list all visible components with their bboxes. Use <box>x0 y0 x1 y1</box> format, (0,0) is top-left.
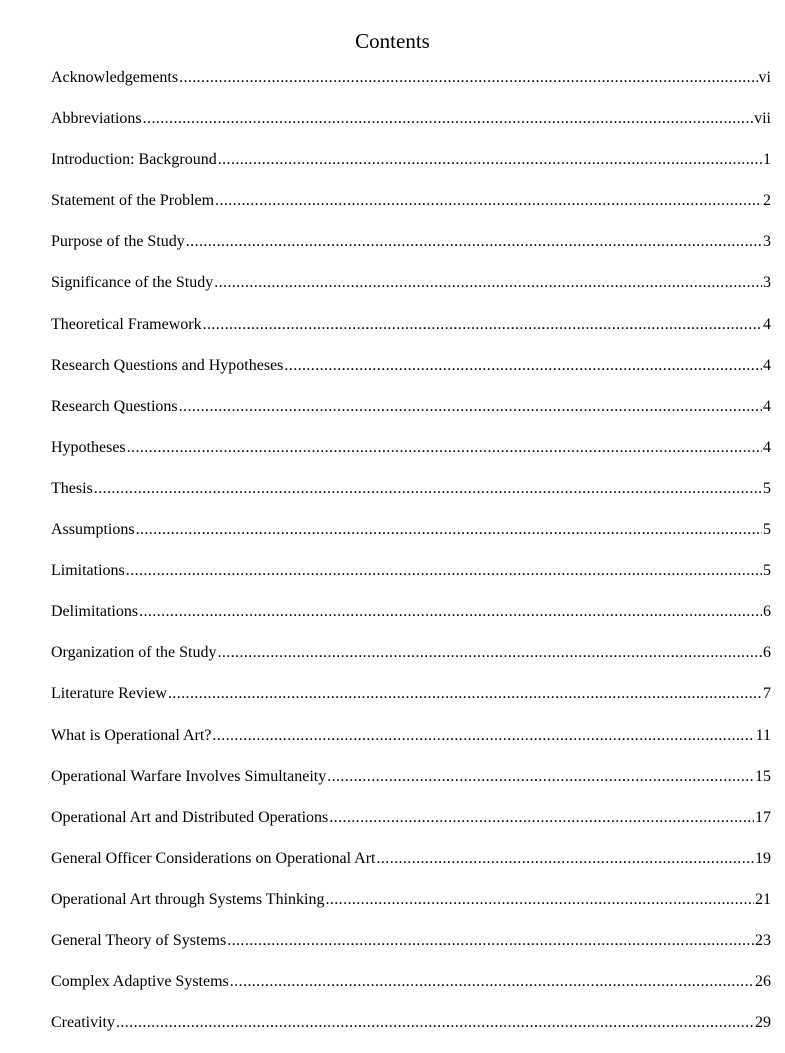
dot-leader <box>230 970 754 994</box>
toc-entry-label: Thesis <box>51 479 93 497</box>
toc-entry-page: 7 <box>763 685 771 703</box>
toc-heading: Contents <box>355 29 430 53</box>
toc-entry-label: Statement of the Problem <box>51 192 215 210</box>
toc-entry-label: Research Questions <box>51 397 178 415</box>
toc-entry[interactable] <box>51 724 771 765</box>
toc-entry[interactable] <box>51 395 771 436</box>
toc-entry-page: 4 <box>763 315 771 333</box>
toc-entry-page: 5 <box>763 479 771 497</box>
toc-entry-page: 29 <box>755 1014 771 1032</box>
table-of-contents <box>51 66 771 1052</box>
toc-entry-label: Hypotheses <box>51 438 126 456</box>
toc-entry-label: Creativity <box>51 1014 115 1032</box>
toc-entry[interactable] <box>51 929 771 970</box>
toc-entry[interactable] <box>51 107 771 148</box>
toc-entry-page: vii <box>754 110 771 128</box>
dot-leader <box>116 1011 754 1035</box>
toc-entry-label: Research Questions and Hypotheses <box>51 356 284 374</box>
toc-entry[interactable] <box>51 559 771 600</box>
toc-entry-page: 21 <box>755 890 771 908</box>
toc-entry-page: 4 <box>763 397 771 415</box>
dot-leader <box>127 436 762 460</box>
toc-entry[interactable] <box>51 806 771 847</box>
toc-entry[interactable] <box>51 189 771 230</box>
toc-entry-page: 2 <box>763 192 771 210</box>
toc-entry-page: vi <box>758 69 771 86</box>
toc-entry-label: Operational Art through Systems Thinking <box>51 890 325 908</box>
toc-entry[interactable] <box>51 436 771 477</box>
toc-entry[interactable] <box>51 970 771 1011</box>
toc-entry-page: 17 <box>755 808 771 826</box>
dot-leader <box>217 641 762 665</box>
dot-leader <box>94 477 762 501</box>
dot-leader <box>186 230 762 254</box>
dot-leader <box>215 189 762 213</box>
toc-entry-label: Organization of the Study <box>51 644 217 662</box>
toc-entry-page: 4 <box>763 356 771 374</box>
toc-entry[interactable] <box>51 148 771 189</box>
dot-leader <box>227 929 754 953</box>
toc-entry-page: 4 <box>763 438 771 456</box>
dot-leader <box>329 806 754 830</box>
dot-leader <box>126 559 762 583</box>
toc-entry-page: 6 <box>763 644 771 662</box>
toc-entry[interactable] <box>51 313 771 354</box>
toc-entry-label: Operational Warfare Involves Simultaneity <box>51 767 327 785</box>
toc-entry-label: Purpose of the Study <box>51 233 185 251</box>
toc-entry-label: Introduction: Background <box>51 151 217 169</box>
dot-leader <box>377 847 755 871</box>
toc-entry-page: 19 <box>755 849 771 867</box>
toc-entry-label: General Theory of Systems <box>51 931 227 949</box>
toc-entry-page: 11 <box>755 726 771 744</box>
dot-leader <box>214 271 762 295</box>
toc-entry-label: General Officer Considerations on Operational Art <box>51 849 376 867</box>
toc-entry-label: Significance of the Study <box>51 274 214 292</box>
toc-entry-page: 5 <box>763 562 771 580</box>
toc-entry-label: Delimitations <box>51 603 139 621</box>
toc-entry[interactable] <box>51 888 771 929</box>
dot-leader <box>284 354 762 378</box>
toc-entry-label: Abbreviations <box>51 110 142 128</box>
toc-entry-page: 5 <box>763 521 771 539</box>
toc-entry[interactable] <box>51 230 771 271</box>
toc-entry-page: 3 <box>763 233 771 251</box>
toc-entry-page: 6 <box>763 603 771 621</box>
toc-entry[interactable] <box>51 477 771 518</box>
toc-entry-label: Theoretical Framework <box>51 315 202 333</box>
toc-entry-label: Complex Adaptive Systems <box>51 973 229 991</box>
dot-leader <box>168 682 762 706</box>
toc-entry[interactable] <box>51 600 771 641</box>
toc-entry-page: 23 <box>755 931 771 949</box>
toc-entry[interactable] <box>51 641 771 682</box>
toc-entry[interactable] <box>51 765 771 806</box>
toc-entry[interactable] <box>51 271 771 312</box>
toc-entry-page: 3 <box>763 274 771 292</box>
toc-entry-label: Acknowledgements <box>51 69 179 86</box>
dot-leader <box>136 518 762 542</box>
toc-entry[interactable] <box>51 354 771 395</box>
dot-leader <box>327 765 754 789</box>
toc-entry[interactable] <box>51 518 771 559</box>
dot-leader <box>203 313 762 337</box>
toc-entry-label: Assumptions <box>51 521 135 539</box>
dot-leader <box>325 888 754 912</box>
toc-entry-page: 15 <box>755 767 771 785</box>
toc-entry-label: Limitations <box>51 562 125 580</box>
dot-leader <box>212 724 754 748</box>
toc-entry-page: 26 <box>755 973 771 991</box>
toc-entry-label: Literature Review <box>51 685 167 703</box>
toc-entry-page: 1 <box>763 151 771 169</box>
toc-entry[interactable] <box>51 66 771 107</box>
toc-entry[interactable] <box>51 1011 771 1052</box>
dot-leader <box>143 107 753 131</box>
toc-entry-label: Operational Art and Distributed Operations <box>51 808 329 826</box>
dot-leader <box>179 66 757 90</box>
dot-leader <box>139 600 762 624</box>
toc-entry[interactable] <box>51 847 771 888</box>
toc-entry-label: What is Operational Art? <box>51 726 212 744</box>
dot-leader <box>179 395 762 419</box>
dot-leader <box>218 148 762 172</box>
toc-entry[interactable] <box>51 682 771 723</box>
